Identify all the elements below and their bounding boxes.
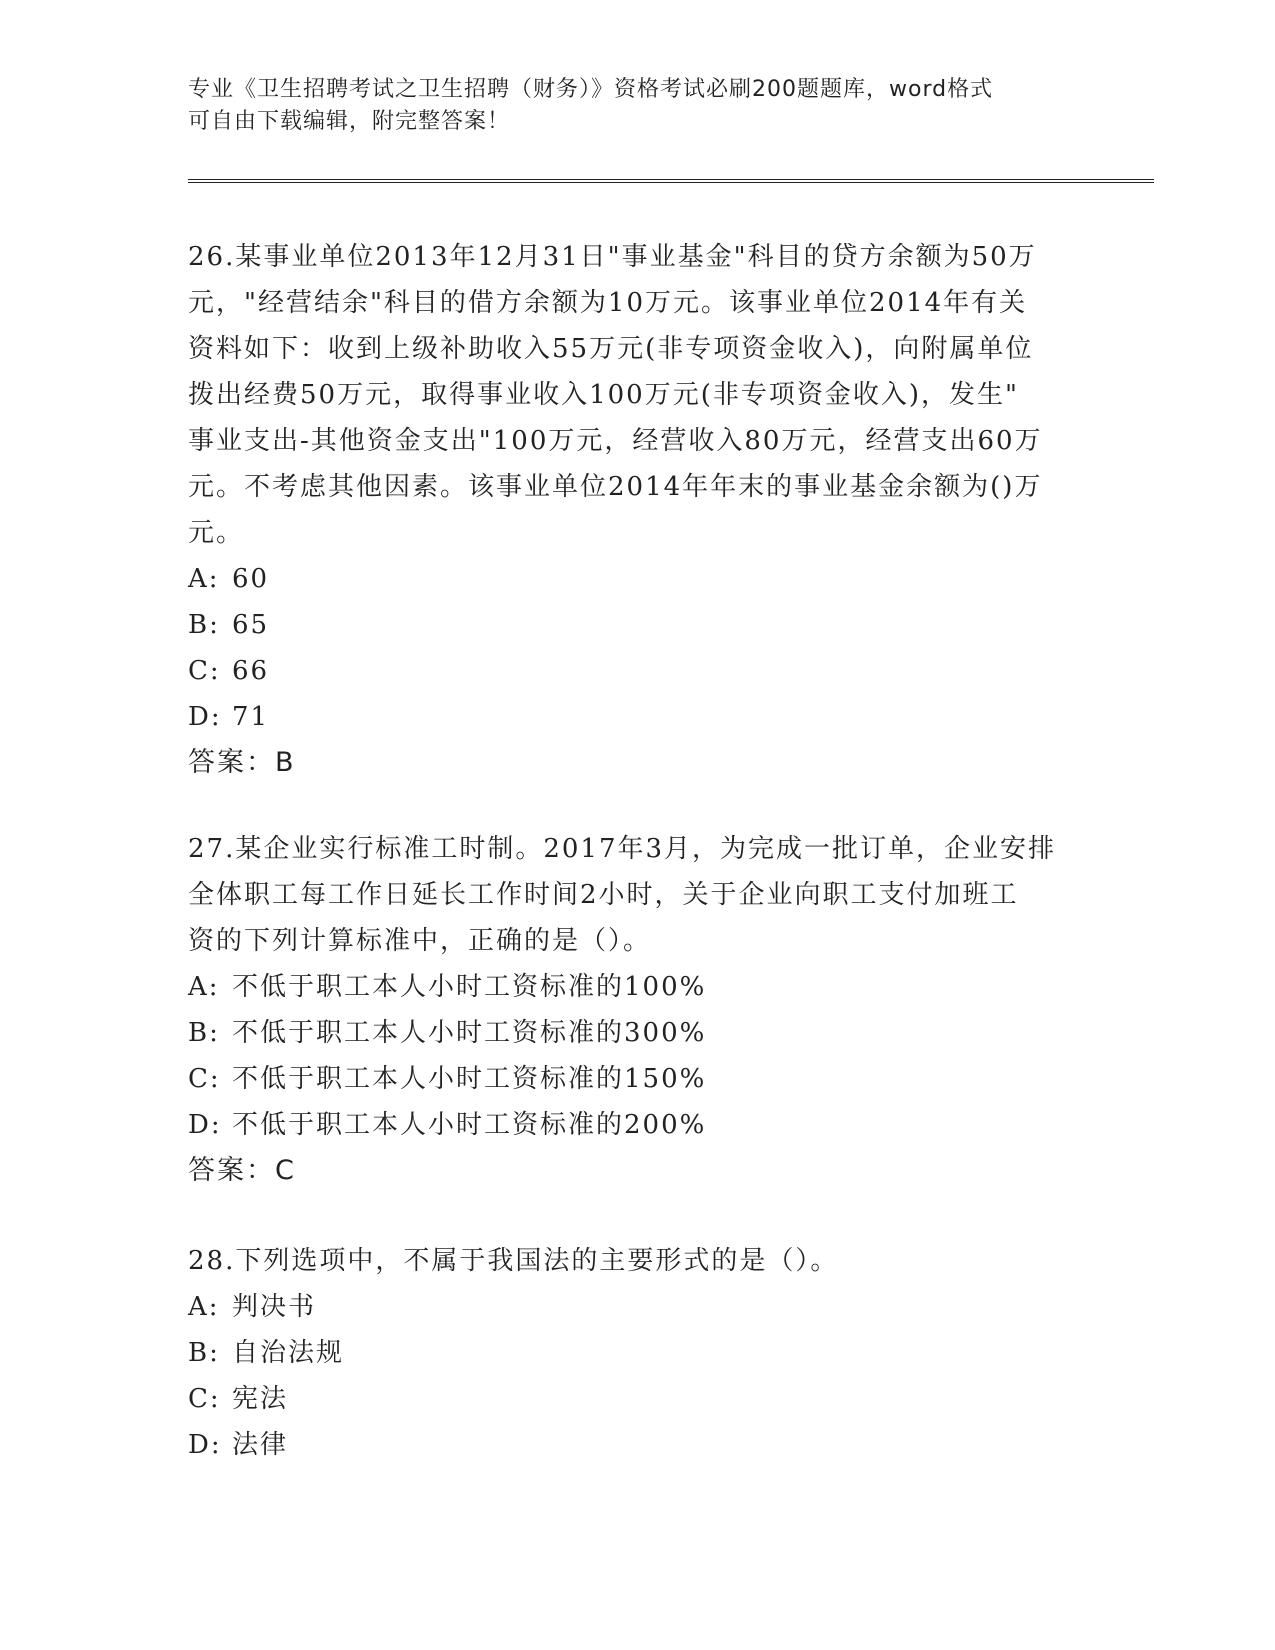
option-text: 71 [232, 702, 270, 732]
question-stem-line: 元。不考虑其他因素。该事业单位2014年年末的事业基金余额为()万 [188, 472, 1043, 502]
option-label: A: [188, 972, 220, 1002]
header-divider [188, 179, 1154, 183]
option-d [188, 1102, 1088, 1148]
answer-line: 答案：B [188, 747, 296, 778]
option-text: 判决书 [232, 1292, 317, 1322]
option-c [188, 648, 1088, 694]
option-label: A: [188, 564, 220, 594]
option-text: 不低于职工本人小时工资标准的100% [232, 972, 707, 1002]
option-a [188, 1284, 1088, 1330]
option-label: D: [188, 1430, 222, 1460]
question-28 [188, 1238, 1088, 1468]
option-label: C: [188, 656, 221, 686]
option-label: C: [188, 1064, 221, 1094]
question-stem-line: 全体职工每工作日延长工作时间2小时，关于企业向职工支付加班工 [188, 880, 1019, 910]
option-label: C: [188, 1384, 221, 1414]
question-stem-line: 资的下列计算标准中，正确的是（）。 [188, 926, 652, 956]
option-text: 60 [232, 564, 270, 594]
option-c [188, 1376, 1088, 1422]
option-label: B: [188, 1338, 220, 1368]
option-a [188, 556, 1088, 602]
option-text: 宪法 [232, 1384, 289, 1414]
question-stem-line: 事业支出-其他资金支出"100万元，经营收入80万元，经营支出60万 [188, 426, 1043, 456]
option-label: D: [188, 702, 222, 732]
question-stem-line: 27.某企业实行标准工时制。2017年3月，为完成一批订单，企业安排 [188, 834, 1057, 864]
question-26 [188, 234, 1088, 786]
option-label: A: [188, 1292, 220, 1322]
header-line-1: 专业《卫生招聘考试之卫生招聘（财务）》资格考试必刷200题题库，word格式 [188, 77, 994, 102]
header-line-2: 可自由下载编辑，附完整答案！ [188, 109, 511, 134]
option-text: 不低于职工本人小时工资标准的150% [232, 1064, 707, 1094]
option-text: 自治法规 [232, 1338, 345, 1368]
option-text: 不低于职工本人小时工资标准的200% [232, 1110, 707, 1140]
option-text: 不低于职工本人小时工资标准的300% [232, 1018, 707, 1048]
option-b [188, 1010, 1088, 1056]
option-a [188, 964, 1088, 1010]
option-b [188, 602, 1088, 648]
question-stem-line: 拨出经费50万元，取得事业收入100万元(非专项资金收入)，发生" [188, 380, 1019, 410]
option-d [188, 1422, 1088, 1468]
option-text: 65 [232, 610, 270, 640]
answer-line: 答案：C [188, 1155, 296, 1186]
option-label: B: [188, 610, 220, 640]
option-text: 66 [232, 656, 270, 686]
option-c [188, 1056, 1088, 1102]
question-stem-line: 28.下列选项中，不属于我国法的主要形式的是（）。 [188, 1246, 839, 1276]
option-b [188, 1330, 1088, 1376]
question-stem-line: 元，"经营结余"科目的借方余额为10万元。该事业单位2014年有关 [188, 288, 1028, 318]
option-label: D: [188, 1110, 222, 1140]
option-text: 法律 [232, 1430, 289, 1460]
question-stem-line: 资料如下：收到上级补助收入55万元(非专项资金收入)，向附属单位 [188, 334, 1034, 364]
question-27 [188, 826, 1088, 1194]
document-header [188, 74, 1088, 138]
question-stem-line: 26.某事业单位2013年12月31日"事业基金"科目的贷方余额为50万 [188, 242, 1037, 272]
question-stem-line: 元。 [188, 518, 245, 548]
option-d [188, 694, 1088, 740]
option-label: B: [188, 1018, 220, 1048]
